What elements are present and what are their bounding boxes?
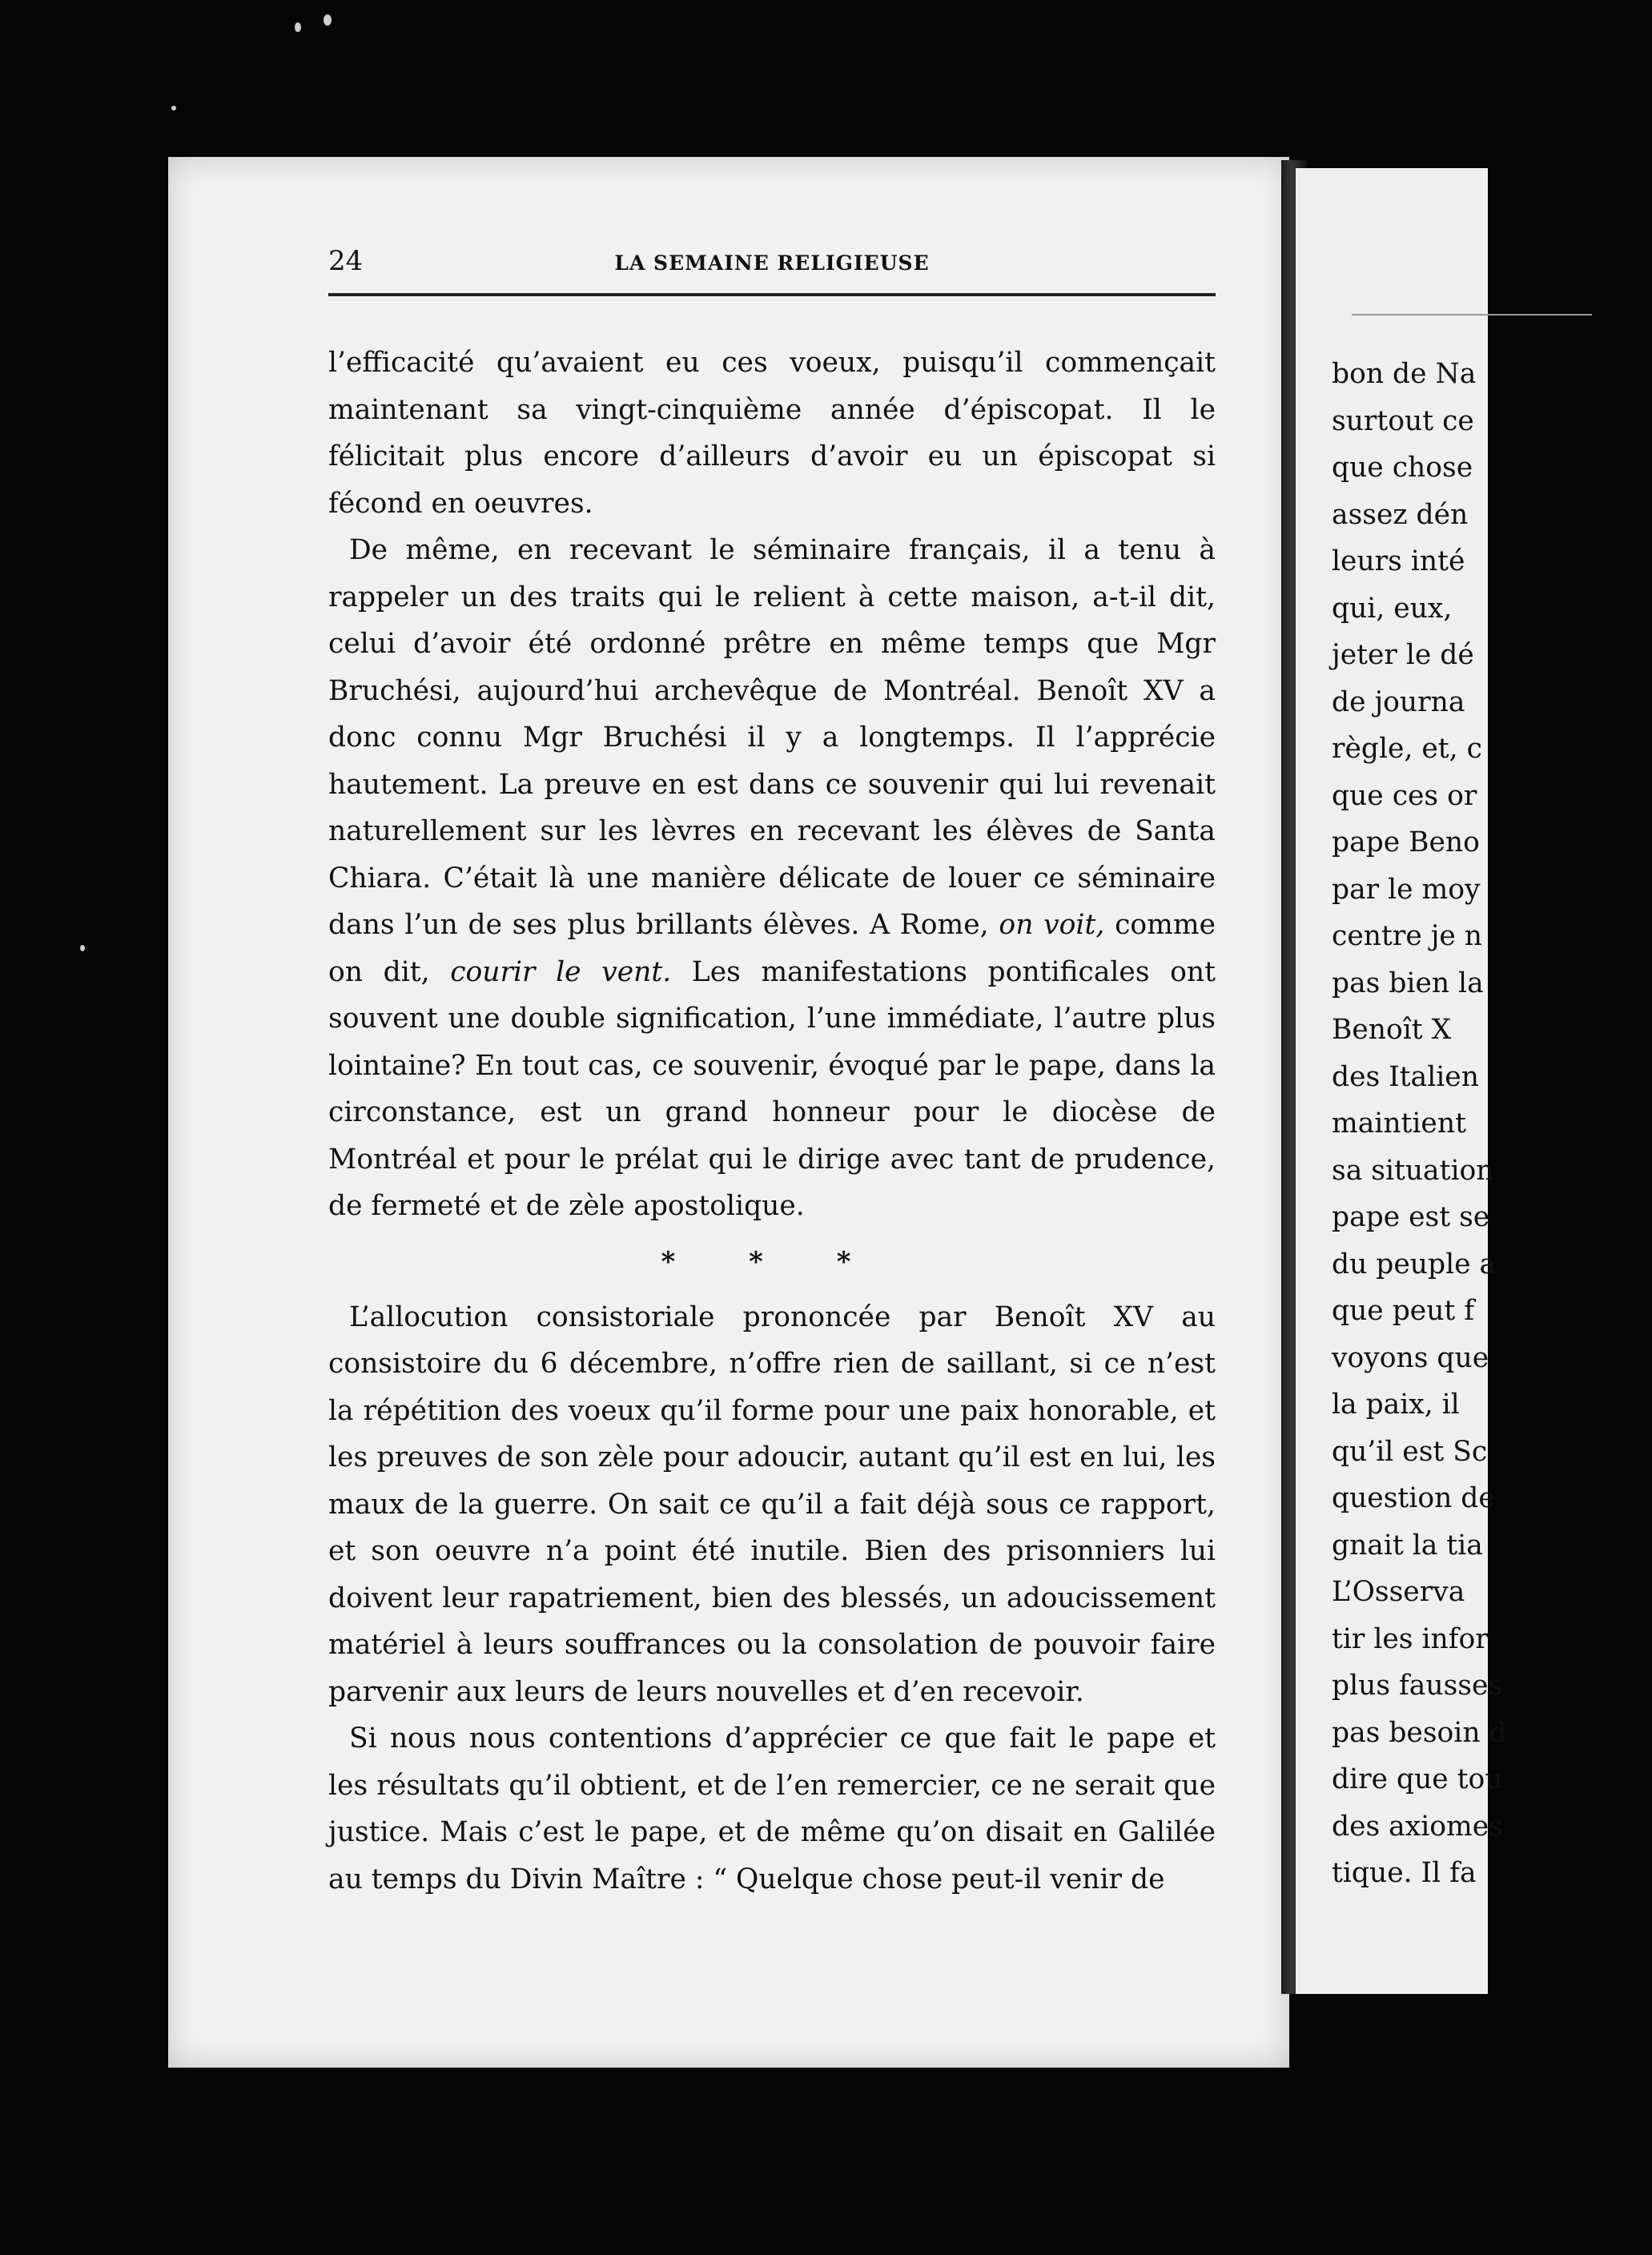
paragraph-1: l’efficacité qu’avaient eu ces voeux, puisqu’il commençait maintenant sa vingt-cinquième année d’épiscopat. Il le félicitait plus encore d’ailleurs d’avoir eu un épiscopat si fécond en oeuvres. [328, 347, 1216, 520]
facing-line: voyons que [1332, 1341, 1489, 1374]
facing-line: dire que tou [1332, 1763, 1503, 1795]
facing-line: qu’il est Sc [1332, 1435, 1488, 1468]
right-page-fragment [1296, 168, 1507, 1994]
paragraph-2-italic-2: courir le vent. [450, 955, 672, 988]
scan-speck [171, 106, 176, 111]
facing-line: maintient [1332, 1107, 1466, 1140]
paragraph-2 [328, 527, 1216, 1230]
facing-line: du peuple a [1332, 1248, 1497, 1280]
facing-line: pas besoin d [1332, 1716, 1507, 1749]
paragraph-4: Si nous nous contentions d’apprécier ce que fait le pape et les résultats qu’il obtient, et de l’en remercier, ce ne serait que justice. Mais c’est le pape, et de même qu’on disait en Galilée au temps du Divin Maître : “ Quelque chose peut-il venir de [328, 1722, 1216, 1895]
scan-speck [324, 14, 332, 26]
page-header [328, 245, 1216, 296]
left-page [168, 157, 1289, 2068]
facing-line: bon de Na [1332, 358, 1477, 390]
facing-line: pas bien la [1332, 967, 1484, 999]
facing-line: sa situation [1332, 1154, 1494, 1187]
facing-line: L’Osserva [1332, 1576, 1465, 1608]
section-separator: * * * [661, 1245, 883, 1278]
facing-line: question de [1332, 1482, 1495, 1514]
facing-line: pape est se [1332, 1201, 1490, 1233]
facing-line: assez dén [1332, 498, 1469, 531]
facing-line: gnait la tia [1332, 1529, 1483, 1562]
scan-speck [295, 22, 301, 32]
facing-line: des Italien [1332, 1060, 1479, 1093]
facing-line: la paix, il [1332, 1389, 1460, 1421]
facing-header-rule [1352, 314, 1592, 316]
facing-line: règle, et, c [1332, 733, 1482, 765]
facing-line: que peut f [1332, 1295, 1475, 1327]
body-text [328, 340, 1216, 1903]
facing-line: leurs inté [1332, 545, 1465, 577]
scan-speck [80, 945, 85, 951]
facing-line: pape Beno [1332, 826, 1480, 858]
facing-line: tir les infor [1332, 1622, 1489, 1655]
running-head: LA SEMAINE RELIGIEUSE [614, 251, 930, 275]
facing-line: surtout ce [1332, 404, 1474, 437]
facing-line: Benoît X [1332, 1014, 1452, 1046]
facing-line: tique. Il fa [1332, 1857, 1477, 1889]
paragraph-2-text-c: Les manifestations pontificales ont souvent une double signification, l’une immédiate, l’autre plus lointaine? En tout cas, ce souvenir, évoqué par le pape, dans la circonstance, est un grand honneur pour le diocèse de Montréal et pour le prélat qui le dirige avec tant de prudence, de fermeté et de zèle apostolique. [328, 955, 1216, 1222]
facing-line: que ces or [1332, 779, 1477, 812]
paragraph-3: L’allocution consistoriale prononcée par Benoît XV au consistoire du 6 décembre, n’offre rien de saillant, si ce n’est la répétition des voeux qu’il forme pour une paix honorable, et les preuves de son zèle pour adoucir, autant qu’il est en lui, les maux de la guerre. On sait ce qu’il a fait déjà sous ce rapport, et son oeuvre n’a point été inutile. Bien des prisonniers lui doivent leur rapatriement, bien des blessés, un adoucissement matériel à leurs souffrances ou la consolation de pouvoir faire parvenir aux leurs de leurs nouvelles et d’en recevoir. [328, 1300, 1216, 1708]
paragraph-2-text-a: De même, en recevant le séminaire français, il a tenu à rappeler un des traits qui le relient à cette maison, a-t-il dit, celui d’avoir été ordonné prêtre en même temps que Mgr Bruchési, aujourd’hui archevêque de Montréal. Benoît XV a donc connu Mgr Bruchési il y a longtemps. Il l’apprécie hautement. La preuve en est dans ce souvenir qui lui revenait naturellement sur les lèvres en recevant les élèves de Santa Chiara. C’était là une manière délicate de louer ce séminaire dans l’un de ses plus brillants élèves. A Rome, [328, 534, 1216, 941]
facing-line: plus fausses [1332, 1670, 1503, 1702]
facing-line: des axiomes [1332, 1810, 1503, 1843]
facing-line: par le moy [1332, 873, 1481, 906]
facing-line: qui, eux, [1332, 592, 1453, 625]
facing-line: de journa [1332, 685, 1465, 718]
paragraph-2-text-b: comme on dit, [328, 909, 1216, 988]
facing-line: centre je n [1332, 920, 1482, 952]
page-number: 24 [328, 245, 364, 277]
paragraph-2-italic-1: on voit, [999, 909, 1105, 941]
facing-line: que chose [1332, 452, 1473, 484]
facing-line: jeter le dé [1332, 639, 1474, 671]
facing-text [1332, 351, 1652, 1897]
